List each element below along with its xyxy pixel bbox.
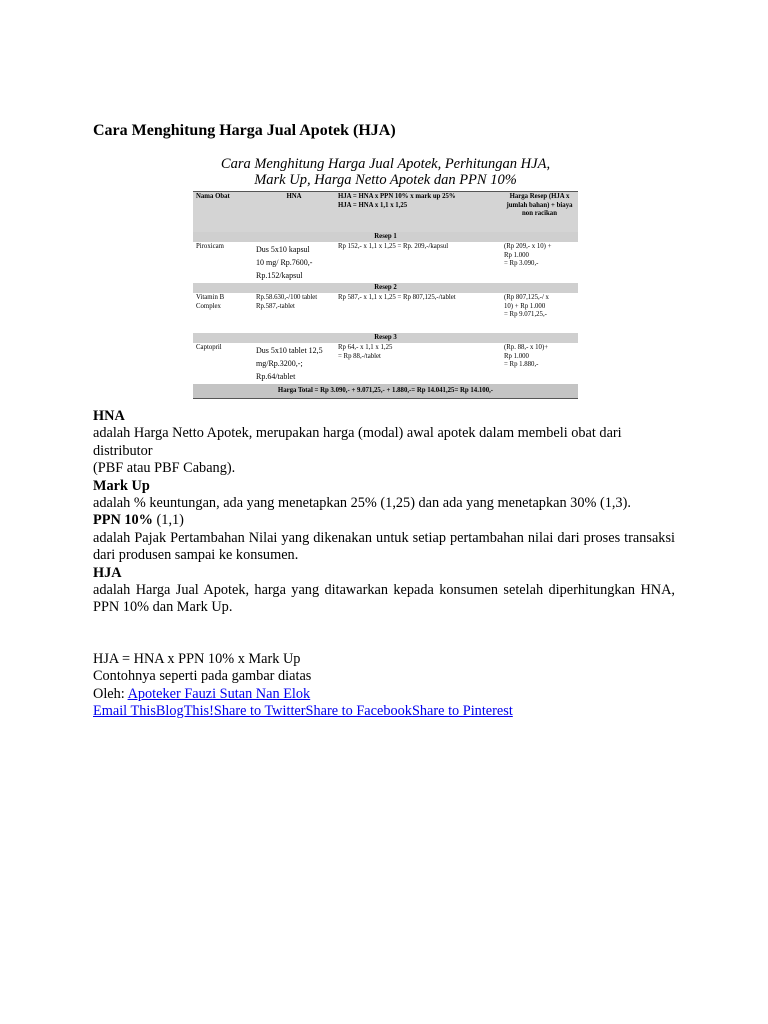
definition-hna-cont: (PBF atau PBF Cabang). xyxy=(93,460,236,477)
cell-hna xyxy=(253,242,335,283)
table-row xyxy=(193,293,578,333)
section-row xyxy=(193,232,578,242)
header-hja-line1: HJA = HNA x PPN 10% x mark up 25% xyxy=(338,193,456,200)
cell-harga xyxy=(501,343,578,384)
table-header-row xyxy=(193,192,578,233)
cell-hja-line: = Rp 88,-/tablet xyxy=(338,352,381,360)
term-markup: Mark Up xyxy=(93,477,150,494)
example-note: Contohnya seperti pada gambar diatas xyxy=(93,668,312,685)
share-twitter-link[interactable]: Share to Twitter xyxy=(213,703,306,720)
cell-hna-line: Dus 5x10 kapsul xyxy=(256,245,310,254)
author-link[interactable]: Apoteker Fauzi Sutan Nan Elok xyxy=(127,685,311,702)
section-label: Resep 1 xyxy=(193,232,578,242)
term-ppn-line xyxy=(93,512,675,529)
term-ppn: PPN 10% xyxy=(93,512,153,529)
cell-harga-line: (Rp 209,- x 10) + xyxy=(504,243,552,250)
cell-hja xyxy=(335,293,501,333)
cell-harga-line: Rp 1.000 xyxy=(504,352,529,360)
figure-caption-line2: Mark Up, Harga Netto Apotek dan PPN 10% xyxy=(254,172,517,188)
header-hna: HNA xyxy=(253,192,335,233)
cell-harga-line: = Rp 1.880,- xyxy=(504,361,539,369)
term-hna: HNA xyxy=(93,408,125,424)
cell-hna-line: Dus 5x10 tablet 12,5 xyxy=(256,346,323,355)
cell-harga xyxy=(501,242,578,283)
share-blogthis-link[interactable]: BlogThis! xyxy=(155,703,214,720)
figure-caption-line1: Cara Menghitung Harga Jual Apotek, Perhitungan HJA, xyxy=(220,156,551,172)
cell-hja-line: Rp 64,- x 1,1 x 1,25 xyxy=(338,344,393,351)
ppn-value: (1,1) xyxy=(152,512,184,529)
cell-harga-line: (Rp 807,125,-/ x xyxy=(504,294,549,301)
cell-obat: Piroxicam xyxy=(196,243,224,250)
cell-hja-line: Rp 152,- x 1,1 x 1,25 = Rp. 209,-/kapsul xyxy=(338,243,449,250)
cell-hna xyxy=(253,293,335,333)
page-title: Cara Menghitung Harga Jual Apotek (HJA) xyxy=(93,122,396,139)
total-row xyxy=(193,384,578,399)
table-row xyxy=(193,343,578,384)
header-hja-line2: HJA = HNA x 1,1 x 1,25 xyxy=(338,201,408,209)
share-links xyxy=(93,703,675,720)
pricing-table xyxy=(193,191,578,399)
cell-harga-line: (Rp. 88,- x 10)+ xyxy=(504,344,549,351)
section-row xyxy=(193,333,578,343)
cell-harga-line: Rp 1.000 xyxy=(504,251,529,259)
header-nama-obat: Nama Obat xyxy=(193,192,253,233)
cell-hja xyxy=(335,242,501,283)
cell-hna xyxy=(253,343,335,384)
cell-harga-line: 10) + Rp 1.000 xyxy=(504,302,546,310)
author-prefix: Oleh: xyxy=(93,685,128,702)
definition-markup: adalah % keuntungan, ada yang menetapkan 25% (1,25) dan ada yang menetapkan 30% (1,3). xyxy=(93,495,631,512)
cell-harga-line: = Rp 3.090,- xyxy=(504,260,539,268)
cell-hna-line: mg/Rp.3200,-; xyxy=(256,359,303,368)
cell-hna-line: Rp.152/kapsul xyxy=(256,271,303,280)
section-row xyxy=(193,283,578,293)
cell-hna-line: Rp.58.630,-/100 tablet xyxy=(256,294,318,301)
author-line xyxy=(93,686,675,703)
share-facebook-link[interactable]: Share to Facebook xyxy=(305,703,412,720)
share-email-link[interactable]: Email This xyxy=(93,703,156,720)
total-text: Harga Total = Rp 3.090,- + 9.071,25,- + 1.880,-= Rp 14.041,25= Rp 14.100,- xyxy=(193,384,578,399)
definition-hna: adalah Harga Netto Apotek, merupakan harga (modal) awal apotek dalam membeli obat dari distributor xyxy=(93,425,622,459)
section-label: Resep 3 xyxy=(193,333,578,343)
formula: HJA = HNA x PPN 10% x Mark Up xyxy=(93,650,301,667)
header-hja xyxy=(335,192,501,233)
cell-hja xyxy=(335,343,501,384)
cell-obat: Vitamin B Complex xyxy=(196,294,225,310)
cell-harga xyxy=(501,293,578,333)
pricing-table-figure xyxy=(193,154,578,394)
definition-ppn: adalah Pajak Pertambahan Nilai yang dikenakan untuk setiap pertambahan nilai dari proses transaksi dari produsen sampai ke konsumen. xyxy=(93,529,675,564)
share-pinterest-link[interactable]: Share to Pinterest xyxy=(411,703,513,720)
spacer xyxy=(93,617,675,651)
table-row xyxy=(193,242,578,283)
definition-hja: adalah Harga Jual Apotek, harga yang ditawarkan kepada konsumen setelah diperhitungkan HNA, PPN 10% dan Mark Up. xyxy=(93,582,675,616)
cell-hna-line: Rp.587,-tablet xyxy=(256,302,295,310)
figure-caption xyxy=(193,156,578,188)
article-body xyxy=(93,408,675,721)
section-label: Resep 2 xyxy=(193,283,578,293)
header-harga-resep: Harga Resep (HJA x jumlah bahan) + biaya non racikan xyxy=(501,192,578,233)
cell-hna-line: 10 mg/ Rp.7600,- xyxy=(256,258,313,267)
cell-obat: Captopril xyxy=(196,344,222,351)
cell-hna-line: Rp.64/tablet xyxy=(256,372,296,381)
term-hja: HJA xyxy=(93,564,122,581)
cell-harga-line: = Rp 9.071,25,- xyxy=(504,311,547,319)
cell-hja-line: Rp 587,- x 1,1 x 1,25 = Rp 807,125,-/tablet xyxy=(338,294,456,301)
